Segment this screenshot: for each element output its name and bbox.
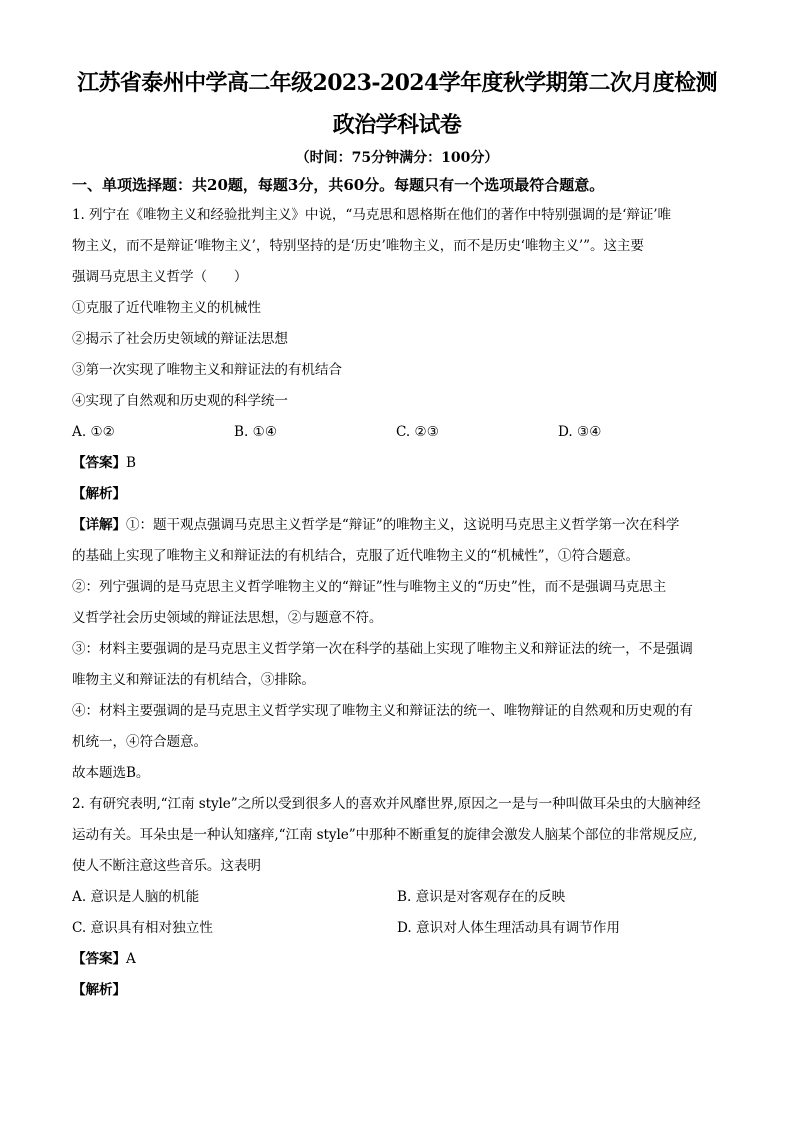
detail-tag: 【详解】 — [72, 517, 126, 533]
q1-detail-line: 义哲学社会历史领域的辩证法思想，②与题意不符。 — [72, 610, 383, 626]
q2-option-b: B. 意识是对客观存在的反映 — [397, 889, 566, 905]
q1-stem-line: 物主义，而不是辩证‘唯物主义’，特别坚持的是‘历史’唯物主义，而不是历史‘唯物主义’”。这主要 — [72, 238, 644, 254]
q1-conclusion: 故本题选B。 — [72, 765, 150, 781]
q1-item: ③第一次实现了唯物主义和辩证法的有机结合 — [72, 362, 342, 378]
q1-detail-line: 机统一，④符合题意。 — [72, 734, 207, 750]
q2-stem-line: 2. 有研究表明,“江南 style”之所以受到很多人的喜欢并风靡世界,原因之一是与一种叫做耳朵虫的大脑神经 — [72, 796, 701, 812]
exam-page — [72, 68, 722, 1006]
q1-stem-line: 1. 列宁在《唯物主义和经验批判主义》中说，“马克思和恩格斯在他们的著作中特别强调的是‘辩证’唯 — [72, 207, 672, 223]
q2-stem-line: 运动有关。耳朵虫是一种认知瘙痒,“江南 style”中那种不断重复的旋律会激发人脑某个部位的非常规反应, — [72, 827, 698, 843]
q2-options-row — [72, 913, 722, 944]
q1-detail-line: 唯物主义和辩证法的有机结合，③排除。 — [72, 672, 315, 688]
question-1 — [72, 200, 722, 789]
answer-tag: 【答案】 — [72, 951, 126, 967]
analysis-tag: 【解析】 — [72, 982, 126, 998]
subject-title: 政治学科试卷 — [332, 112, 462, 138]
q1-stem-line: 强调马克思主义哲学（ ） — [72, 269, 248, 285]
time-info: （时间：75分钟满分：100分） — [295, 150, 499, 166]
question-2 — [72, 789, 722, 1006]
answer-value: A — [125, 951, 136, 967]
answer-value: B — [125, 455, 136, 471]
q1-item: ①克服了近代唯物主义的机械性 — [72, 300, 261, 316]
q2-analysis — [72, 975, 722, 1006]
q1-item: ②揭示了社会历史领域的辩证法思想 — [72, 331, 288, 347]
q2-option-d: D. 意识对人体生理活动具有调节作用 — [397, 920, 620, 936]
q1-option-b: B. ①④ — [234, 424, 278, 440]
exam-title: 江苏省泰州中学高二年级2023-2024学年度秋学期第二次月度检测 — [77, 70, 717, 96]
detail-text: ①：题干观点强调马克思主义哲学是“辩证”的唯物主义，这说明马克思主义哲学第一次在科学 — [125, 517, 680, 533]
q1-detail-line: ④：材料主要强调的是马克思主义哲学实现了唯物主义和辩证法的统一、唯物辩证的自然观和历史观的有 — [72, 703, 693, 719]
section-heading: 一、单项选择题：共20题，每题3分，共60分。每题只有一个选项最符合题意。 — [72, 176, 605, 194]
answer-tag: 【答案】 — [72, 455, 126, 471]
q2-option-c: C. 意识具有相对独立性 — [72, 920, 213, 936]
q1-answer — [72, 448, 722, 479]
analysis-tag: 【解析】 — [72, 486, 126, 502]
q1-options — [72, 417, 722, 448]
q1-detail-line: ③：材料主要强调的是马克思主义哲学第一次在科学的基础上实现了唯物主义和辩证法的统一，不是强调 — [72, 641, 693, 657]
q2-answer — [72, 944, 722, 975]
q2-stem-line: 使人不断注意这些音乐。这表明 — [72, 858, 261, 874]
q1-analysis — [72, 479, 722, 510]
q2-option-a: A. 意识是人脑的机能 — [72, 889, 200, 905]
q2-options-row — [72, 882, 722, 913]
q1-option-a: A. ①② — [72, 424, 115, 440]
q1-detail-line — [72, 510, 722, 541]
q1-detail-line: 的基础上实现了唯物主义和辩证法的有机结合，克服了近代唯物主义的“机械性”，①符合题意。 — [72, 548, 639, 564]
q1-item: ④实现了自然观和历史观的科学统一 — [72, 393, 288, 409]
q1-option-c: C. ②③ — [396, 424, 439, 440]
q1-detail-line: ②：列宁强调的是马克思主义哲学唯物主义的“辩证”性与唯物主义的“历史”性，而不是强调马克思主 — [72, 579, 667, 595]
q1-option-d: D. ③④ — [558, 424, 602, 440]
